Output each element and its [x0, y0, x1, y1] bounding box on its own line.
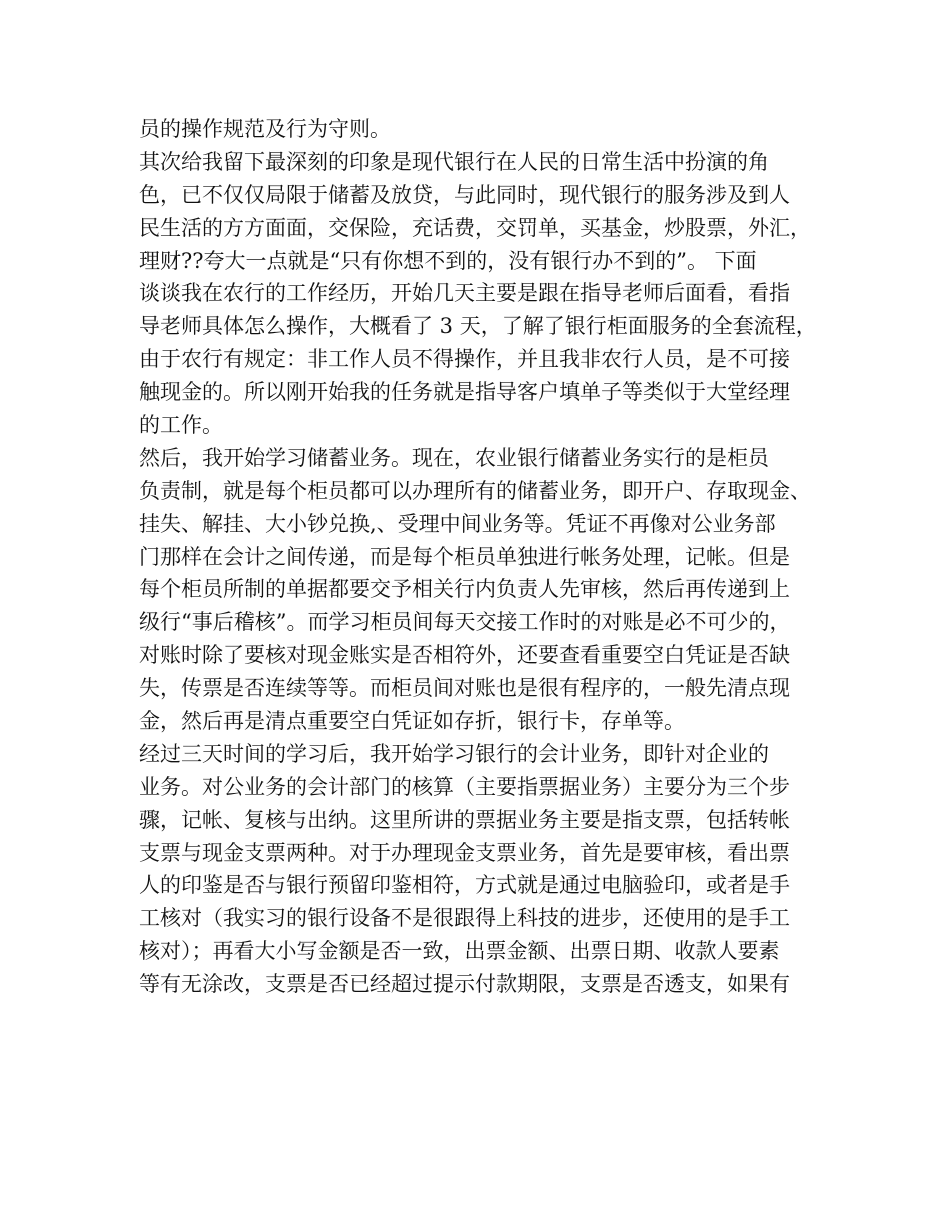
text-line: 理财??夸大一点就是“只有你想不到的，没有银行办不到的”。 下面: [139, 248, 757, 273]
text-line: 触现金的。所以刚开始我的任务就是指导客户填单子等类似于大堂经理: [139, 380, 790, 405]
text-line: 失，传票是否连续等等。而柜员间对账也是很有程序的，一般先清点现: [139, 676, 790, 701]
text-line: 等有无涂改，支票是否已经超过提示付款期限，支票是否透支，如果有: [139, 972, 790, 997]
text-line: 骤，记帐、复核与出纳。这里所讲的票据业务主要是指支票，包括转帐: [139, 807, 790, 832]
text-line: 级行“事后稽核”。而学习柜员间每天交接工作时的对账是必不可少的，: [139, 610, 791, 635]
text-line: 人的印鉴是否与银行预留印鉴相符，方式就是通过电脑验印，或者是手: [139, 873, 790, 898]
text-line: 谈谈我在农行的工作经历，开始几天主要是跟在指导老师后面看，看指: [139, 281, 790, 306]
text-line: 然后，我开始学习储蓄业务。现在，农业银行储蓄业务实行的是柜员: [139, 445, 769, 470]
text-line: 色，已不仅仅局限于储蓄及放贷，与此同时，现代银行的服务涉及到人: [139, 182, 790, 207]
text-line: 负责制，就是每个柜员都可以办理所有的储蓄业务，即开户、存取现金、: [139, 478, 811, 503]
text-line: 员的操作规范及行为守则。: [139, 117, 391, 141]
text-line: 的工作。: [139, 413, 223, 438]
text-line: 由于农行有规定：非工作人员不得操作，并且我非农行人员，是不可接: [139, 347, 790, 372]
text-line: 导老师具体怎么操作，大概看了 3 天，了解了银行柜面服务的全套流程，: [139, 314, 817, 339]
body-text: [139, 113, 829, 1001]
text-line: 门那样在会计之间传递，而是每个柜员单独进行帐务处理，记帐。但是: [139, 544, 790, 569]
text-line: 金，然后再是清点重要空白凭证如存折，银行卡，存单等。: [139, 709, 685, 734]
text-line: 核对）；再看大小写金额是否一致，出票金额、出票日期、收款人要素: [139, 939, 780, 964]
text-line: 业务。对公业务的会计部门的核算（主要指票据业务）主要分为三个步: [139, 774, 790, 799]
text-line: 其次给我留下最深刻的印象是现代银行在人民的日常生活中扮演的角: [139, 149, 769, 174]
text-line: 支票与现金支票两种。对于办理现金支票业务，首先是要审核，看出票: [139, 840, 790, 865]
text-line: 工核对（我实习的银行设备不是很跟得上科技的进步，还使用的是手工: [139, 906, 790, 931]
text-line: 每个柜员所制的单据都要交予相关行内负责人先审核，然后再传递到上: [139, 577, 790, 602]
text-line: 经过三天时间的学习后，我开始学习银行的会计业务，即针对企业的: [139, 741, 769, 766]
text-line: 挂失、解挂、大小钞兑换,、受理中间业务等。凭证不再像对公业务部: [139, 511, 776, 536]
text-line: 民生活的方方面面，交保险，充话费，交罚单，买基金，炒股票，外汇，: [139, 215, 811, 240]
text-line: 对账时除了要核对现金账实是否相符外，还要查看重要空白凭证是否缺: [139, 643, 790, 668]
